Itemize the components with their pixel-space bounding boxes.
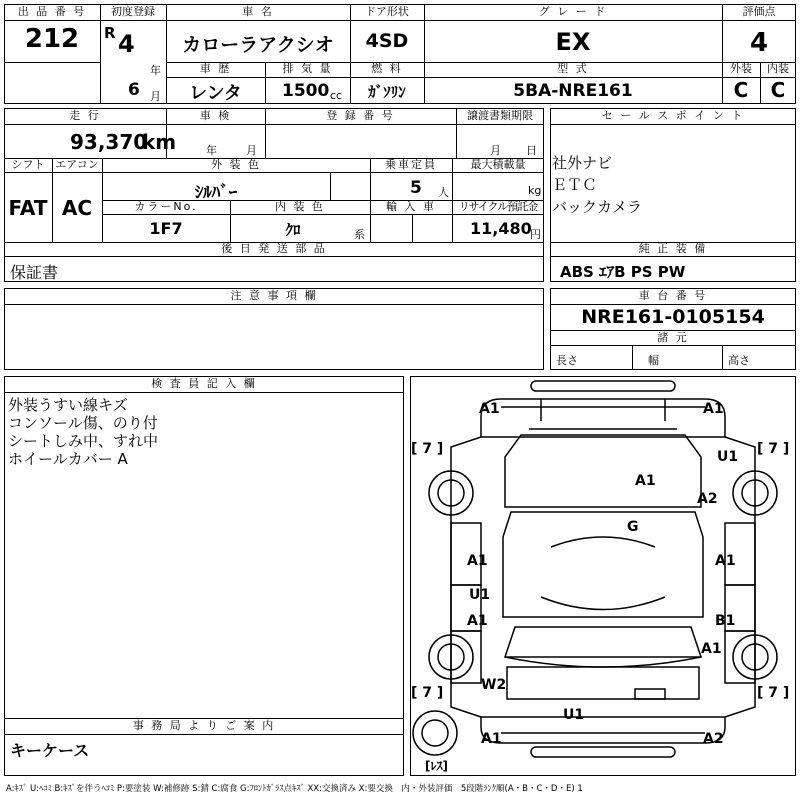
interior-grade: C <box>770 78 786 102</box>
damage-mark: B1 <box>715 613 736 629</box>
inspection-year-unit: 年 <box>206 144 217 157</box>
color-number: 1F7 <box>149 219 183 238</box>
fuel-label: 燃 料 <box>371 62 403 75</box>
damage-mark: A2 <box>703 731 724 747</box>
tire-tread-front-right: [ 7 ] <box>757 441 790 457</box>
aircon-label: エアコン <box>55 158 99 171</box>
interior-color-label: 内 装 色 <box>275 200 325 213</box>
displacement: 1500 <box>282 81 330 101</box>
office-notes: キーケース <box>10 741 90 760</box>
month-unit: 月 <box>150 90 161 103</box>
shift-label: シフト <box>11 158 45 171</box>
notes-label: 注 意 事 項 欄 <box>230 289 318 302</box>
damage-mark: A1 <box>479 401 500 417</box>
door-type-label: ドア形状 <box>365 5 409 18</box>
tire-tread-rear-left: [ 7 ] <box>411 685 444 701</box>
mileage-unit: km <box>142 130 177 154</box>
chassis-number: NRE161-0105154 <box>581 306 765 328</box>
displacement-label: 排 気 量 <box>282 62 333 75</box>
damage-mark: A1 <box>703 401 724 417</box>
model-label: 型 式 <box>557 62 589 75</box>
lot-number: 212 <box>24 24 80 54</box>
damage-mark: U1 <box>717 449 739 465</box>
damage-mark: W2 <box>481 677 507 693</box>
mileage-label: 走 行 <box>69 109 101 122</box>
damage-mark: G <box>627 519 639 535</box>
inspector-note-2: コンソール傷、のり付 <box>8 414 158 432</box>
inspection-month-unit: 月 <box>246 144 257 157</box>
inspector-notes-label: 検 査 員 記 入 欄 <box>151 377 257 390</box>
chassis-number-label: 車 台 番 号 <box>638 289 708 302</box>
score-label: 評価点 <box>742 5 776 18</box>
spare-tire: [ﾚｽ] <box>425 759 448 773</box>
displacement-unit: cc <box>330 89 343 102</box>
door-type: 4SD <box>365 30 409 52</box>
capacity-unit: 人 <box>438 186 449 199</box>
transfer-day-unit: 日 <box>526 144 537 157</box>
spec-width-label: 幅 <box>648 354 659 367</box>
overall-score: 4 <box>749 28 769 58</box>
oem-equipment-label: 純 正 装 備 <box>638 242 708 255</box>
first-registration-label: 初度登録 <box>111 5 155 18</box>
first-reg-year: 4 <box>118 30 135 58</box>
spec-label: 諸 元 <box>657 331 689 344</box>
color-number-label: カラーNo. <box>134 200 198 213</box>
damage-mark: A1 <box>467 613 488 629</box>
interior-grade-label: 内装 <box>767 62 789 75</box>
damage-mark: A1 <box>467 553 488 569</box>
sales-point-1: 社外ナビ <box>552 154 613 172</box>
grade-label: グ レ ー ド <box>538 5 608 18</box>
sales-point-2: ＥＴＣ <box>552 176 598 194</box>
recycle-unit: 円 <box>530 228 541 241</box>
inspector-note-3: シートしみ中、すれ中 <box>8 432 159 450</box>
inspector-note-4: ホイールカバー A <box>8 450 128 468</box>
tire-tread-rear-right: [ 7 ] <box>757 685 790 701</box>
exterior-color-label: 外 装 色 <box>211 158 261 171</box>
interior-color: ｸﾛ <box>285 221 301 239</box>
tire-tread-front-left: [ 7 ] <box>411 441 444 457</box>
spec-length-label: 長さ <box>556 354 578 367</box>
fuel: ｶﾞｿﾘﾝ <box>368 83 406 101</box>
exterior-color: ｼﾙﾊﾞｰ <box>194 183 238 203</box>
recycle-deposit: 11,480 <box>470 219 532 238</box>
max-load-unit: kg <box>528 184 542 197</box>
later-parts-label: 後 日 発 送 部 品 <box>221 242 327 255</box>
damage-mark: U1 <box>469 587 491 603</box>
mileage: 93,370 <box>70 130 148 154</box>
history: レンタ <box>189 83 242 104</box>
aircon: AC <box>61 196 93 220</box>
lot-number-label: 出 品 番 号 <box>17 5 87 18</box>
damage-diagram <box>410 376 796 776</box>
capacity: 5 <box>410 178 422 198</box>
exterior-grade: C <box>733 78 749 102</box>
sales-point-3: バックカメラ <box>552 198 643 216</box>
car-name-label: 車 名 <box>242 5 274 18</box>
year-unit: 年 <box>150 64 161 77</box>
oem-equipment: ABS ｴｱB PS PW <box>560 263 686 281</box>
inspection-label: 車 検 <box>199 109 232 122</box>
damage-mark: A1 <box>481 731 502 747</box>
shift: FAT <box>8 196 48 220</box>
inspector-note-1: 外装うすい線キズ <box>8 396 128 414</box>
import-label: 輸 入 車 <box>386 200 436 213</box>
grade: EX <box>555 28 591 56</box>
exterior-grade-label: 外装 <box>730 62 752 75</box>
sales-points-label: セ ー ル ス ポ イ ン ト <box>601 109 745 122</box>
car-name: カローラアクシオ <box>182 34 334 56</box>
first-reg-month: 6 <box>128 80 140 100</box>
recycle-deposit-label: リサイクル預託金 <box>458 200 538 213</box>
car-outline-drawing <box>411 377 795 775</box>
office-notes-label: 事 務 局 よ り ご 案 内 <box>132 719 276 732</box>
damage-mark: A1 <box>701 641 722 657</box>
damage-mark: U1 <box>563 707 585 723</box>
damage-mark: A1 <box>635 473 656 489</box>
damage-mark: A1 <box>715 553 736 569</box>
transfer-month-unit: 月 <box>490 144 501 157</box>
history-label: 車 歴 <box>199 62 232 75</box>
max-load-label: 最大積載量 <box>470 158 526 171</box>
model-code: 5BA-NRE161 <box>513 81 633 101</box>
era-mark: R <box>104 24 116 42</box>
capacity-label: 乗車定員 <box>385 158 437 171</box>
damage-mark: A2 <box>697 491 718 507</box>
spec-height-label: 高さ <box>728 354 750 367</box>
later-parts: 保証書 <box>10 263 59 282</box>
transfer-deadline-label: 譲渡書類期限 <box>467 109 533 122</box>
interior-color-unit: 系 <box>354 228 365 241</box>
legend: A:ｷｽﾞ U:ﾍｺﾐ B:ｷｽﾞを伴うﾍｺﾐ P:要塗装 W:補修跡 S:錆 C:腐食 G:ﾌﾛﾝﾄｶﾞﾗｽ点ｷｽﾞ XX:交換済み X:要交換 内・外装評価 5段階ﾗﾝｸ順(A・B・C・D・E) 1 <box>6 784 583 794</box>
registration-number-label: 登 録 番 号 <box>326 109 395 122</box>
